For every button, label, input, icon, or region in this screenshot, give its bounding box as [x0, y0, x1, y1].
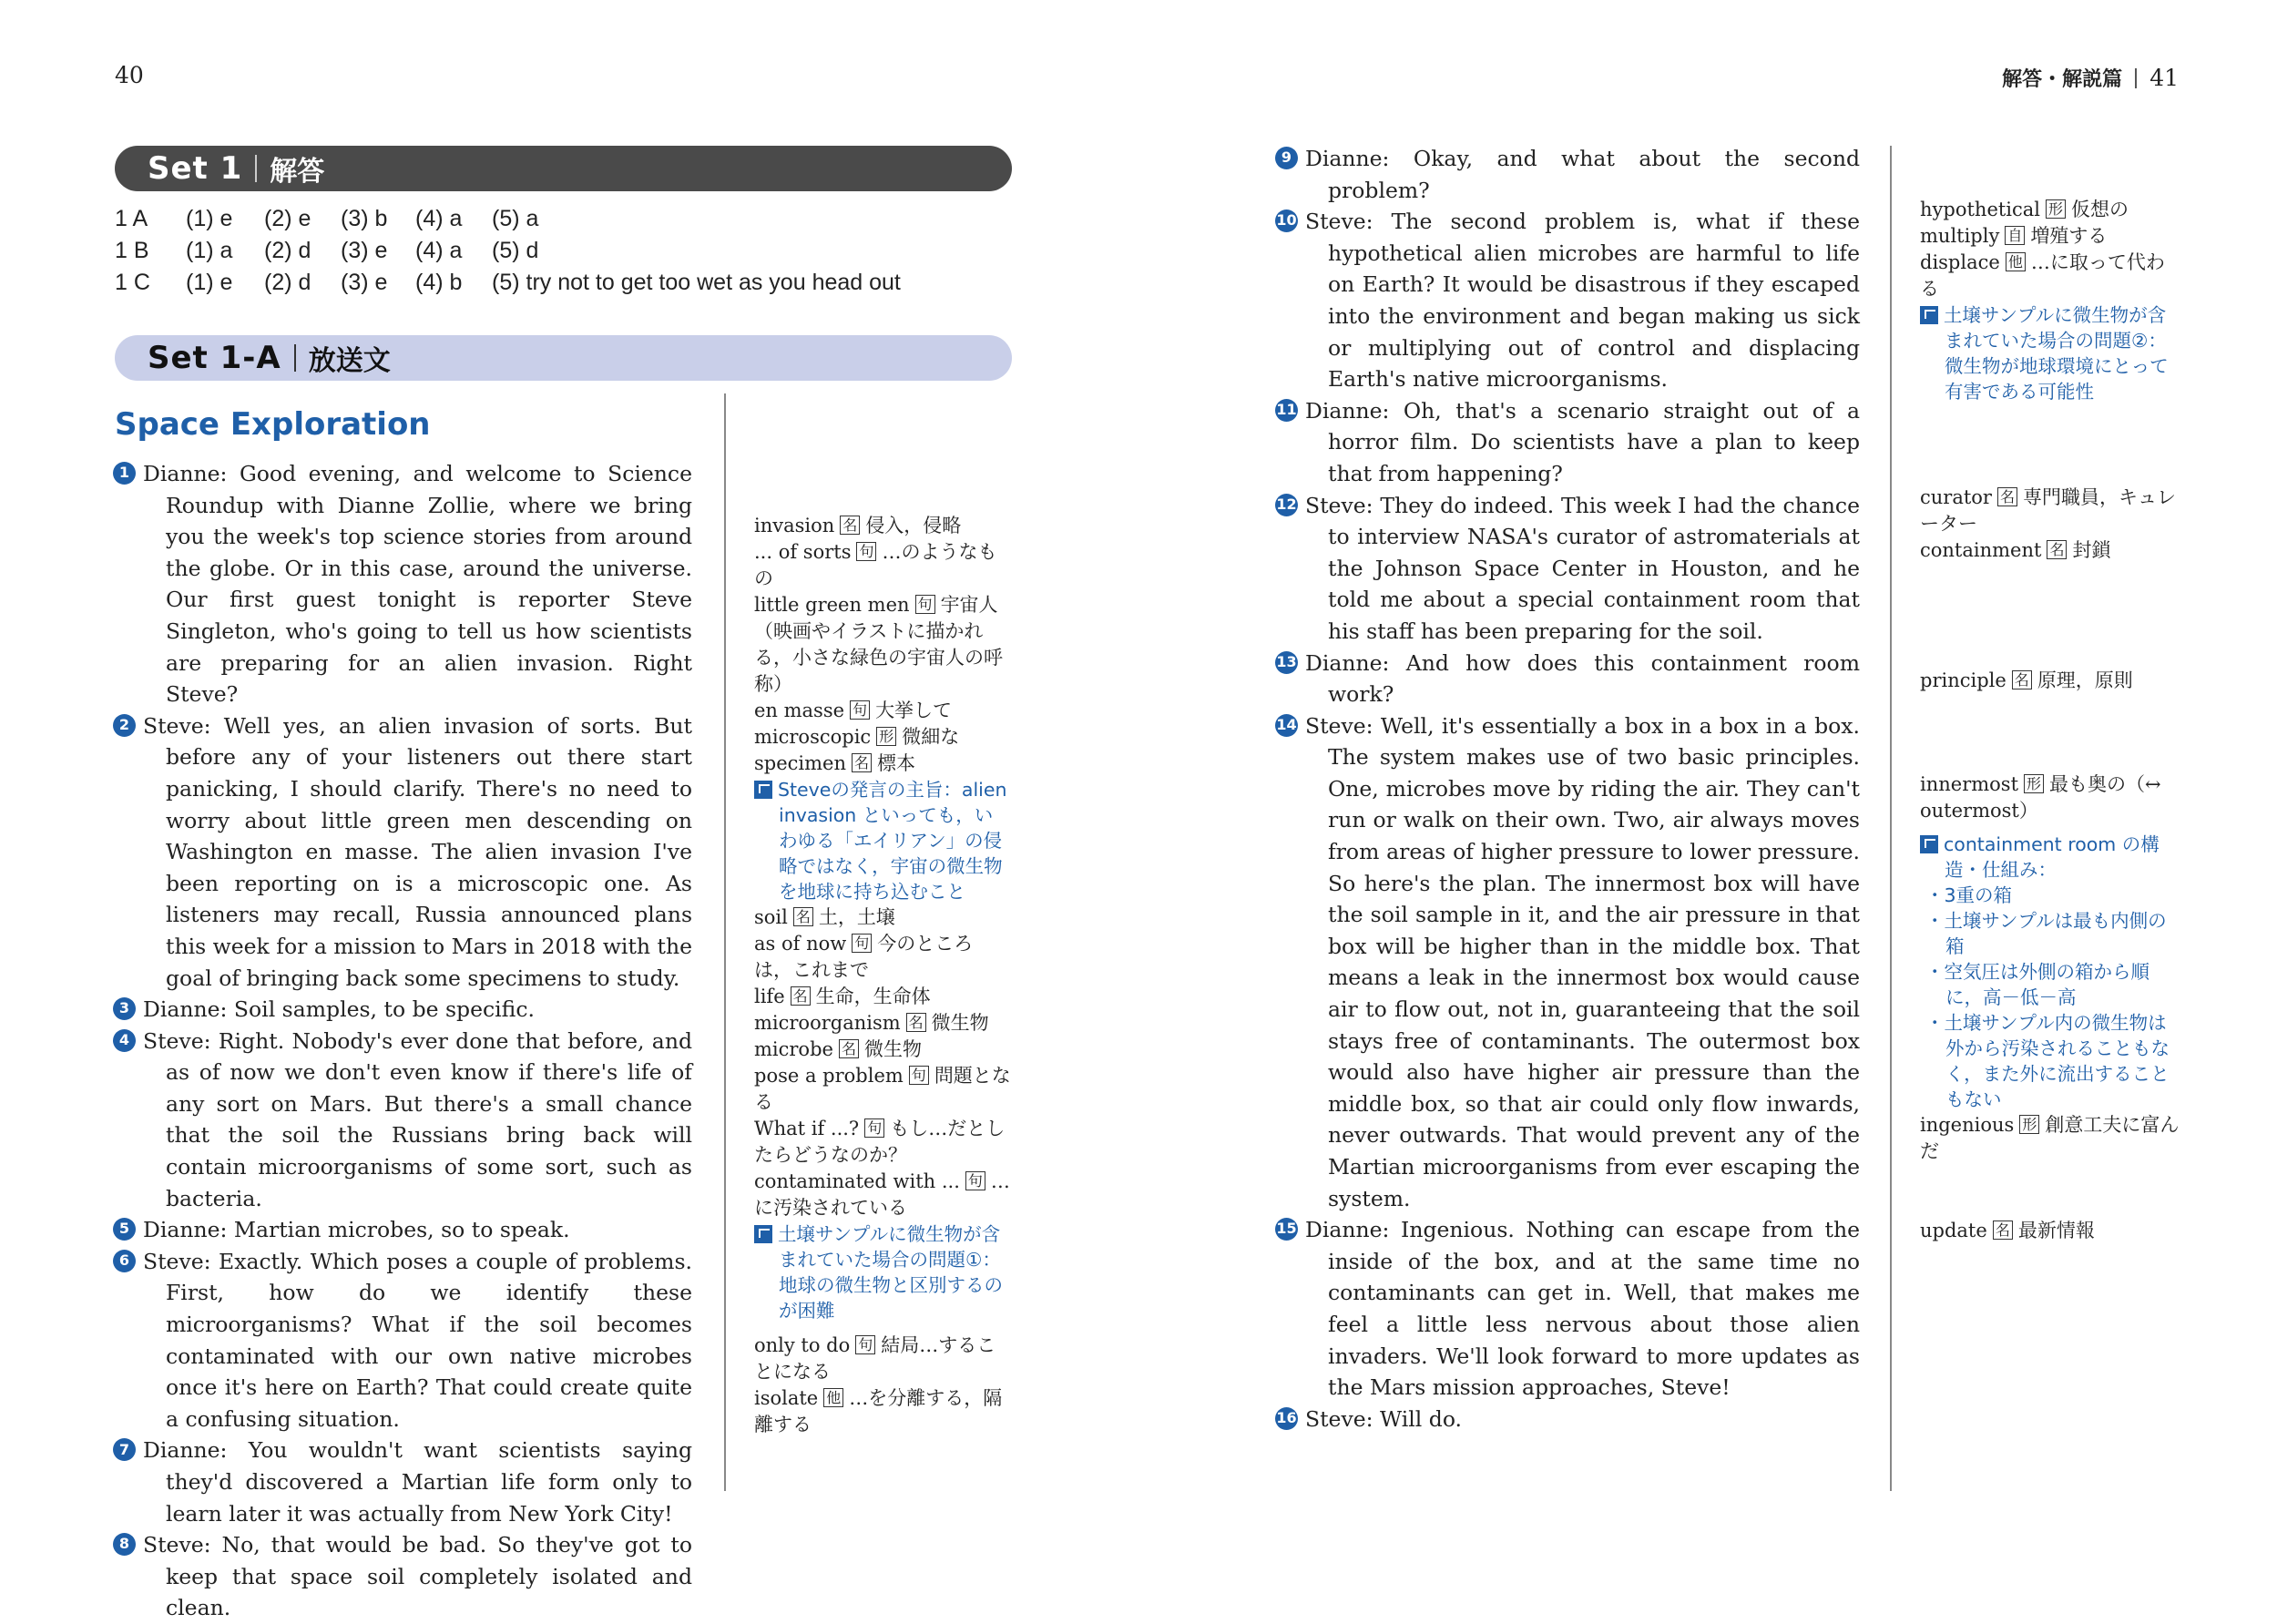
- glossary-entry: [754, 1037, 1011, 1063]
- glossary-entry: [754, 751, 1011, 777]
- glossary-word: soil: [754, 906, 788, 928]
- glossary-definition: 微生物: [863, 1038, 922, 1060]
- glossary-definition: 封鎖: [2072, 539, 2111, 561]
- part-of-speech-tag: 名: [2012, 670, 2032, 689]
- note-list-item: ・土壌サンプル内の微生物は外から汚染されることもなく，また外に流出することもない: [1925, 1012, 2170, 1110]
- glossary-entry: [754, 904, 1011, 931]
- spacer: [1920, 1165, 2180, 1218]
- bar-label: 放送文: [308, 345, 391, 377]
- glossary-entry: [1920, 197, 2180, 223]
- passage-left-column: [115, 458, 692, 1624]
- paragraph-number: 1: [113, 462, 136, 485]
- note-text: 土壌サンプルに微生物が含まれていた場合の問題②：微生物が地球環境にとって有害である可能性: [1944, 304, 2169, 403]
- paragraph-number: 11: [1275, 399, 1298, 422]
- set-name: Set 1-A: [148, 340, 281, 376]
- glossary-entry: [754, 539, 1011, 592]
- glossary-word: pose a problem: [754, 1065, 904, 1087]
- glossary-entry: [1920, 485, 2180, 537]
- glossary-definition: 最新情報: [2017, 1220, 2095, 1241]
- glossary-definition: 仮想の: [2071, 199, 2129, 220]
- column-divider: [1890, 146, 1892, 1491]
- bar-label: 解答: [270, 156, 325, 188]
- paragraph-text: Dianne: You wouldn't want scientists saying they'd discovered a Martian life form only to learn later it was actually from New York City!: [143, 1437, 692, 1527]
- glossary-definition: …に取って代わる: [1920, 251, 2165, 300]
- glossary-definition: 今のところは，これまで: [754, 933, 974, 981]
- answer-item: (5) try not to get too wet as you head out: [492, 270, 901, 295]
- dialogue-paragraph: [1277, 206, 1860, 395]
- memo-icon: [754, 1225, 772, 1243]
- glossary-definition: 宇宙人（映画やイラストに描かれる，小さな緑色の宇宙人の呼称）: [754, 594, 1003, 695]
- dialogue-paragraph: [1277, 1404, 1860, 1435]
- glossary-word: microbe: [754, 1038, 833, 1060]
- commentary-note: [1920, 302, 2180, 404]
- glossary-word: curator: [1920, 486, 1992, 508]
- spacer: [1920, 694, 2180, 771]
- glossary-word: as of now: [754, 933, 847, 955]
- part-of-speech-tag: 名: [791, 986, 811, 1006]
- part-of-speech-tag: 句: [852, 934, 872, 953]
- glossary-definition: 原理，原則: [2037, 669, 2133, 691]
- glossary-definition: 増殖する: [2030, 225, 2108, 247]
- part-of-speech-tag: 他: [2006, 252, 2026, 271]
- glossary-word: multiply: [1920, 225, 2000, 247]
- glossary-entry: [754, 513, 1011, 539]
- spacer: [1920, 404, 2180, 485]
- glossary-word: microscopic: [754, 726, 872, 748]
- glossary-definition: 問題となる: [754, 1065, 1011, 1113]
- glossary-entry: [754, 1063, 1011, 1116]
- glossary-word: little green men: [754, 594, 910, 616]
- answer-item: (4) b: [415, 270, 463, 295]
- spacer: [1920, 564, 2180, 668]
- paragraph-number: 16: [1275, 1407, 1298, 1430]
- glossary-entry: [754, 1010, 1011, 1037]
- answer-item: (1) e: [186, 270, 233, 295]
- section-label: 解答・解説篇: [2002, 68, 2123, 91]
- paragraph-number: 9: [1275, 147, 1298, 169]
- glossary-entry: [1920, 771, 2180, 824]
- part-of-speech-tag: 形: [2046, 199, 2066, 219]
- glossary-word: What if ...?: [754, 1118, 860, 1139]
- commentary-note: [754, 1221, 1011, 1323]
- part-of-speech-tag: 自: [2005, 226, 2025, 245]
- note-list-item: ・3重の箱: [1925, 884, 2013, 906]
- paragraph-text: Steve: Well yes, an alien invasion of sorts. But before any of your listeners out there start panicking, I should clarify. There's no need to worry about little green men descending on Washington en masse. The alien invasion I've been reporting on is a microscopic one. As listeners may recall, Russia announced plans this week for a mission to Mars in 2018 with the goal of bringing back some specimens to study.: [143, 712, 692, 991]
- glossary-word: only to do: [754, 1334, 851, 1356]
- commentary-note: [754, 777, 1011, 904]
- glossary-word: microorganism: [754, 1012, 901, 1034]
- part-of-speech-tag: 句: [965, 1171, 985, 1190]
- part-of-speech-tag: 形: [2019, 1115, 2039, 1134]
- glossary-entry: [754, 1333, 1011, 1385]
- passage-title: Space Exploration: [115, 406, 431, 443]
- memo-icon: [1920, 306, 1938, 324]
- column-divider: [724, 393, 726, 1491]
- question-id: 1 C: [115, 270, 150, 295]
- glossary-word: update: [1920, 1220, 1987, 1241]
- dialogue-paragraph: [115, 458, 692, 710]
- part-of-speech-tag: 形: [2024, 774, 2044, 793]
- glossary-entry: [754, 984, 1011, 1010]
- glossary-word: principle: [1920, 669, 2006, 691]
- dialogue-paragraph: [115, 1435, 692, 1529]
- answer-item: (1) a: [186, 238, 233, 263]
- paragraph-number: 2: [113, 714, 136, 737]
- answer-item: (2) d: [264, 238, 311, 263]
- commentary-note: [1920, 832, 2180, 883]
- right-page-number: 41: [2149, 65, 2179, 91]
- dialogue-paragraph: [1277, 1214, 1860, 1404]
- dialogue-paragraph: [115, 1026, 692, 1215]
- glossary-entry: [754, 1169, 1011, 1221]
- glossary-entry: [1920, 1218, 2180, 1244]
- part-of-speech-tag: 形: [876, 727, 896, 746]
- answer-item: (2) d: [264, 270, 311, 295]
- script-section-bar: [115, 335, 1012, 381]
- paragraph-text: Dianne: Martian microbes, so to speak.: [143, 1217, 570, 1243]
- glossary-definition: 創意工夫に富んだ: [1920, 1114, 2180, 1162]
- bar-divider: [294, 344, 296, 372]
- dialogue-paragraph: [1277, 710, 1860, 1215]
- right-page-header: [2002, 64, 2179, 92]
- glossary-word: hypothetical: [1920, 199, 2041, 220]
- paragraph-text: Dianne: Oh, that's a scenario straight out of a horror film. Do scientists have a plan to keep that from happening?: [1305, 397, 1860, 486]
- header-divider: [2135, 68, 2137, 88]
- set-name: Set 1: [148, 150, 243, 187]
- paragraph-text: Steve: The second problem is, what if these hypothetical alien microbes are harmful to life on Earth? It would be disastrous if they escaped into the environment and began making us sick or multiplying out of control and displacing Earth's native microorganisms.: [1305, 209, 1860, 393]
- answer-item: (3) e: [341, 270, 388, 295]
- part-of-speech-tag: 名: [840, 516, 860, 535]
- glossary-word: containment: [1920, 539, 2042, 561]
- glossary-entry: [1920, 668, 2180, 694]
- glossary-definition: 専門職員，キュレーター: [1920, 486, 2176, 535]
- paragraph-number: 5: [113, 1218, 136, 1241]
- paragraph-number: 15: [1275, 1218, 1298, 1241]
- glossary-word: isolate: [754, 1387, 819, 1409]
- dialogue-paragraph: [1277, 143, 1860, 206]
- part-of-speech-tag: 名: [852, 753, 872, 772]
- glossary-word: life: [754, 986, 785, 1007]
- paragraph-number: 4: [113, 1029, 136, 1052]
- paragraph-number: 7: [113, 1438, 136, 1461]
- glossary-definition: 結局…することになる: [754, 1334, 996, 1383]
- part-of-speech-tag: 句: [864, 1118, 884, 1138]
- answer-item: (4) a: [415, 238, 463, 263]
- left-page-number: 40: [115, 62, 144, 88]
- memo-icon: [1920, 835, 1938, 853]
- glossary-word: specimen: [754, 752, 846, 774]
- glossary-entry: [754, 1116, 1011, 1169]
- glossary-entry: [754, 592, 1011, 698]
- part-of-speech-tag: 名: [2047, 540, 2067, 559]
- spacer: [754, 1323, 1011, 1333]
- paragraph-text: Steve: No, that would be bad. So they've got to keep that space soil completely isolated and clean.: [143, 1532, 692, 1621]
- glossary-definition: 微生物: [931, 1012, 989, 1034]
- part-of-speech-tag: 他: [823, 1388, 843, 1407]
- paragraph-number: 12: [1275, 494, 1298, 516]
- paragraph-text: Steve: They do indeed. This week I had the chance to interview NASA's curator of astromaterials at the Johnson Space Center in Houston, and he told me about a special containment room that his staff has been preparing for the soil.: [1305, 492, 1860, 644]
- glossary-definition: …のようなもの: [754, 541, 997, 589]
- part-of-speech-tag: 名: [906, 1013, 926, 1032]
- answer-item: (2) e: [264, 206, 311, 231]
- part-of-speech-tag: 名: [1997, 487, 2017, 506]
- dialogue-paragraph: [115, 994, 692, 1026]
- paragraph-text: Steve: Exactly. Which poses a couple of problems. First, how do we identify these microorganisms? What if the soil becomes contaminated with our own native microbes once it's here on Earth? That could create quite a confusing situation.: [143, 1248, 692, 1432]
- dialogue-paragraph: [115, 1529, 692, 1624]
- glossary-entry: [1920, 537, 2180, 564]
- paragraph-number: 3: [113, 997, 136, 1020]
- paragraph-text: Dianne: And how does this containment room work?: [1305, 649, 1860, 708]
- question-id: 1 A: [115, 206, 148, 231]
- glossary-definition: 土，土壌: [818, 906, 895, 928]
- note-text: containment room の構造・仕組み：: [1944, 833, 2160, 881]
- paragraph-text: Steve: Will do.: [1305, 1405, 1463, 1432]
- glossary-definition: …に汚染されている: [754, 1170, 1010, 1219]
- glossary-word: ... of sorts: [754, 541, 852, 563]
- glossary-word: ingenious: [1920, 1114, 2015, 1136]
- glossary-entry: [754, 698, 1011, 724]
- dialogue-paragraph: [115, 1246, 692, 1435]
- glossary-word: contaminated with ...: [754, 1170, 960, 1192]
- glossary-word: en masse: [754, 700, 845, 721]
- paragraph-text: Dianne: Soil samples, to be specific.: [143, 996, 535, 1023]
- dialogue-paragraph: [1277, 648, 1860, 710]
- answer-item: (3) e: [341, 238, 388, 263]
- note-list-item: ・土壌サンプルは最も内側の箱: [1925, 910, 2167, 957]
- glossary-definition: もし…だとしたらどうなのか？: [754, 1118, 1006, 1166]
- glossary-definition: 最も奥の（↔ outermost）: [1920, 773, 2161, 822]
- dialogue-paragraph: [115, 710, 692, 994]
- dialogue-paragraph: [1277, 490, 1860, 648]
- answer-item: (5) d: [492, 238, 539, 263]
- part-of-speech-tag: 名: [793, 907, 813, 926]
- part-of-speech-tag: 名: [839, 1039, 859, 1058]
- answer-item: (5) a: [492, 206, 539, 231]
- glossary-word: innermost: [1920, 773, 2019, 795]
- part-of-speech-tag: 名: [1993, 1221, 2013, 1240]
- answer-item: (3) b: [341, 206, 388, 231]
- part-of-speech-tag: 句: [856, 542, 876, 561]
- glossary-entry: [754, 931, 1011, 984]
- glossary-definition: 微細な: [902, 726, 960, 748]
- glossary-entry: [754, 724, 1011, 751]
- answer-item: (1) e: [186, 206, 233, 231]
- paragraph-text: Dianne: Ingenious. Nothing can escape from the inside of the box, and at the same time no contaminants can get in. Well, that makes me feel a little less nervous about those alien invaders. We'll look forward to more updates as the Mars mission approaches, Steve!: [1305, 1217, 1860, 1401]
- glossary-definition: 大挙して: [875, 700, 953, 721]
- part-of-speech-tag: 句: [909, 1066, 929, 1085]
- passage-right-column: [1277, 143, 1860, 1435]
- paragraph-text: Steve: Well, it's essentially a box in a box in a box. The system makes use of two basic principles. One, microbes move by riding the air. They can't run or walk on their own. Two, air always moves from areas of higher pressure to lower pressure. So here's the plan. The innermost box will have the soil sample in it, and the air pressure in that box will be higher than in the middle box. That means a leak in the innermost box would cause air to flow out, not in, guaranteeing that the soil stays free of contaminants. The outermost box would also have higher air pressure than the middle box, so that air could only flow inwards, never outwards. That would prevent any of the Martian microorganisms from ever escaping the system.: [1305, 712, 1860, 1211]
- glossary-word: invasion: [754, 515, 835, 536]
- glossary-definition: 侵入，侵略: [865, 515, 962, 536]
- glossary-entry: [1920, 223, 2180, 250]
- glossary-word: displace: [1920, 251, 2000, 273]
- glossary-definition: 標本: [877, 752, 916, 774]
- paragraph-number: 8: [113, 1533, 136, 1556]
- dialogue-paragraph: [1277, 395, 1860, 490]
- answer-item: (4) a: [415, 206, 463, 231]
- glossary-entry: [754, 1385, 1011, 1438]
- part-of-speech-tag: 句: [855, 1335, 875, 1354]
- paragraph-number: 13: [1275, 651, 1298, 674]
- glossary-entry: [1920, 250, 2180, 302]
- dialogue-paragraph: [115, 1214, 692, 1246]
- paragraph-number: 6: [113, 1250, 136, 1272]
- note-list-item: ・空気圧は外側の箱から順に，高－低－高: [1925, 961, 2149, 1008]
- answers-section-bar: [115, 146, 1012, 191]
- glossary-entry: [1920, 1112, 2180, 1165]
- note-text: Steveの発言の主旨：alien invasion といっても，いわゆる「エイリアン」の侵略ではなく，宇宙の微生物を地球に持ち込むこと: [778, 779, 1007, 903]
- paragraph-number: 10: [1275, 209, 1298, 232]
- glossary-right: [1920, 197, 2180, 1244]
- glossary-definition: 生命，生命体: [815, 986, 931, 1007]
- paragraph-text: Dianne: Okay, and what about the second problem?: [1305, 146, 1860, 203]
- paragraph-text: Steve: Right. Nobody's ever done that before, and as of now we don't even know if there's life of any sort on Mars. But there's a small chance that the soil the Russians bring back will contain microorganisms of some sort, such as bacteria.: [143, 1027, 692, 1211]
- bar-divider: [255, 155, 257, 182]
- part-of-speech-tag: 句: [850, 700, 870, 720]
- glossary-left: [754, 513, 1011, 1438]
- note-text: 土壌サンプルに微生物が含まれていた場合の問題①：地球の微生物と区別するのが困難: [778, 1223, 1003, 1322]
- part-of-speech-tag: 句: [915, 595, 935, 614]
- memo-icon: [754, 781, 772, 799]
- spacer: [1920, 824, 2180, 832]
- paragraph-number: 14: [1275, 714, 1298, 737]
- glossary-definition: …を分離する，隔離する: [754, 1387, 1003, 1435]
- paragraph-text: Dianne: Good evening, and welcome to Science Roundup with Dianne Zollie, where we bring you the week's top science stories from around the globe. Or in this case, around the universe. Our first guest tonight is reporter Steve Singleton, who's going to tell us how scientists are preparing for an alien invasion. Right Steve?: [143, 461, 692, 708]
- question-id: 1 B: [115, 238, 149, 263]
